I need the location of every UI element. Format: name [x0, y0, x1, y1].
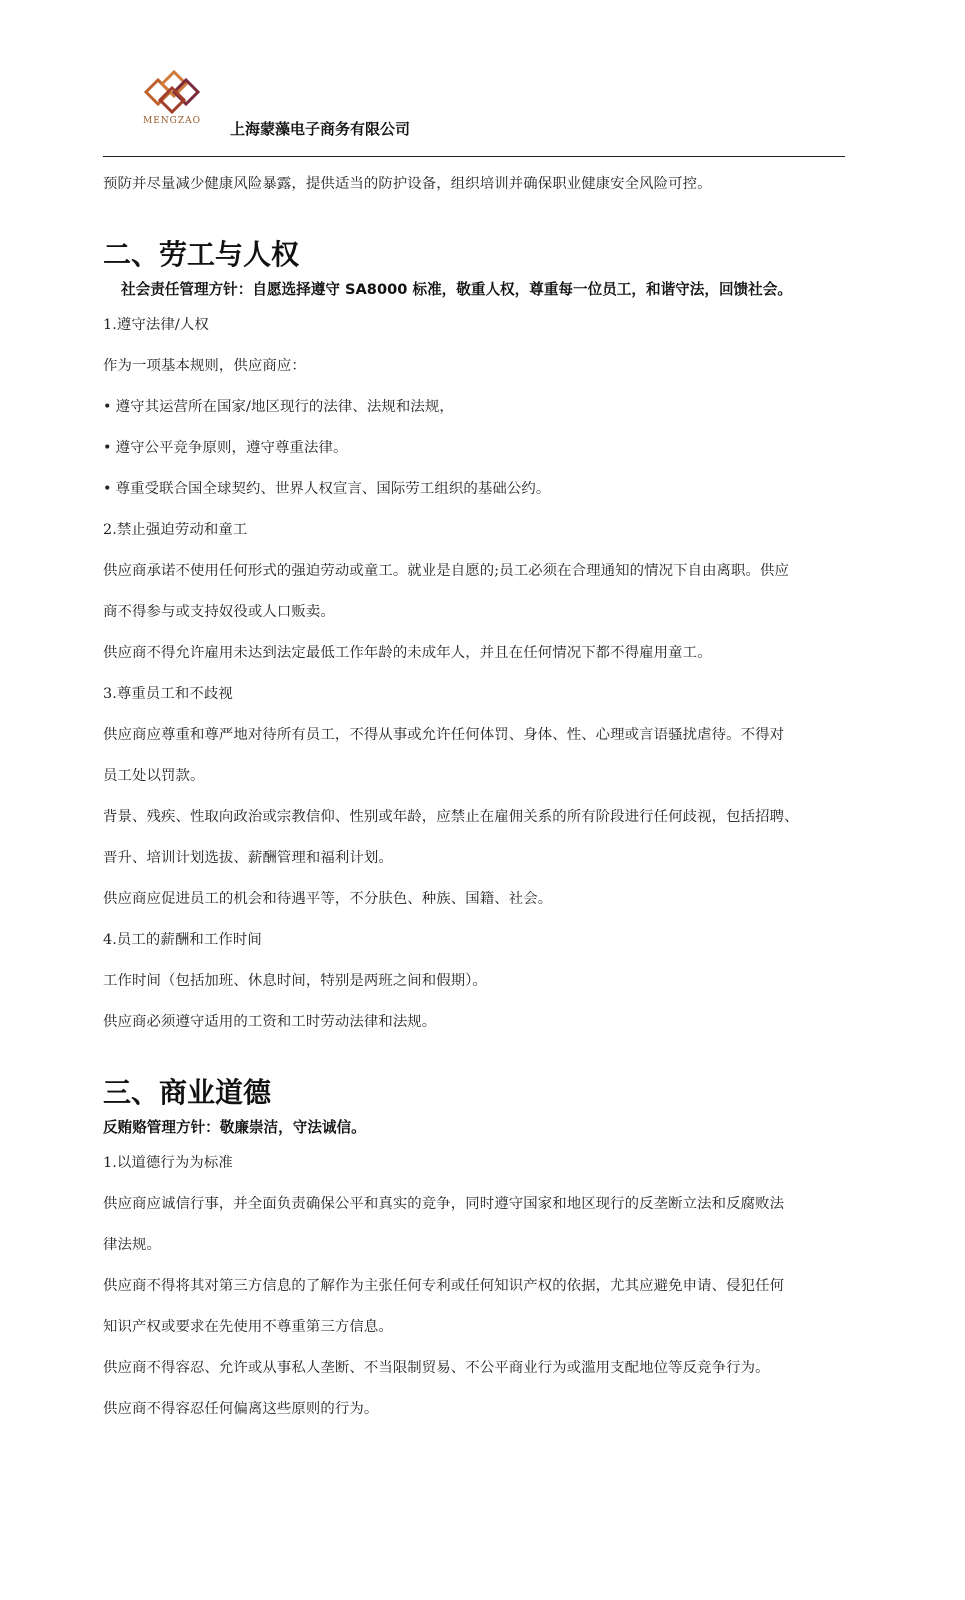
item-heading-4: 4.员工的薪酬和工作时间 — [103, 932, 262, 948]
paragraph: 作为一项基本规则，供应商应： — [103, 358, 306, 374]
paragraph-line: 供应商承诺不使用任何形式的强迫劳动或童工。就业是自愿的;员工必须在合理通知的情况下自由离职。供应 — [103, 563, 790, 579]
item-heading-1: 1.以道德行为为标准 — [103, 1155, 233, 1171]
section-heading-ethics: 三、商业道德 — [103, 1076, 272, 1109]
paragraph-line: 供应商应诚信行事，并全面负责确保公平和真实的竞争，同时遵守国家和地区现行的反垄断立法和反腐败法 — [103, 1196, 785, 1212]
paragraph-line: 供应商不得将其对第三方信息的了解作为主张任何专利或任何知识产权的依据，尤其应避免申请、侵犯任何 — [103, 1278, 785, 1294]
paragraph-line: 知识产权或要求在先使用不尊重第三方信息。 — [103, 1319, 393, 1335]
policy-statement-labor: 社会责任管理方针：自愿选择遵守 SA8000 标准，敬重人权，尊重每一位员工，和谐守法，回馈社会。 — [121, 281, 792, 298]
item-heading-1: 1.遵守法律/人权 — [103, 317, 209, 333]
page-header — [0, 0, 965, 170]
mengzao-logo-icon — [134, 62, 210, 122]
item-heading-2: 2.禁止强迫劳动和童工 — [103, 522, 248, 538]
paragraph-line: 背景、残疾、性取向政治或宗教信仰、性别或年龄，应禁止在雇佣关系的所有阶段进行任何歧视，包括招聘、 — [103, 809, 799, 825]
paragraph-line: 员工处以罚款。 — [103, 768, 205, 784]
item-heading-3: 3.尊重员工和不歧视 — [103, 686, 233, 702]
company-name: 上海蒙藻电子商务有限公司 — [230, 120, 411, 138]
paragraph: 供应商必须遵守适用的工资和工时劳动法律和法规。 — [103, 1014, 437, 1030]
header-divider — [103, 156, 845, 157]
paragraph-line: 律法规。 — [103, 1237, 161, 1253]
paragraph: 供应商应促进员工的机会和待遇平等，不分肤色、种族、国籍、社会。 — [103, 891, 553, 907]
section-heading-labor: 二、劳工与人权 — [103, 238, 300, 271]
paragraph-line: 晋升、培训计划选拔、薪酬管理和福利计划。 — [103, 850, 393, 866]
paragraph-line: 供应商应尊重和尊严地对待所有员工，不得从事或允许任何体罚、身体、性、心理或言语骚扰虐待。不得对 — [103, 727, 785, 743]
bullet-item: • 遵守公平竞争原则，遵守尊重法律。 — [103, 428, 845, 469]
bullet-item: • 尊重受联合国全球契约、世界人权宣言、国际劳工组织的基础公约。 — [103, 469, 845, 510]
paragraph: 供应商不得容忍、允许或从事私人垄断、不当限制贸易、不公平商业行为或滥用支配地位等反竞争行为。 — [103, 1360, 770, 1376]
policy-statement-ethics: 反贿赂管理方针：敬廉崇洁，守法诚信。 — [103, 1119, 366, 1136]
logo-text: MENGZAO — [143, 116, 201, 126]
document-body — [103, 164, 845, 1430]
paragraph: 供应商不得容忍任何偏离这些原则的行为。 — [103, 1401, 379, 1417]
paragraph: 供应商不得允许雇用未达到法定最低工作年龄的未成年人，并且在任何情况下都不得雇用童工。 — [103, 645, 712, 661]
paragraph: 工作时间（包括加班、休息时间，特别是两班之间和假期）。 — [103, 973, 488, 989]
intro-paragraph: 预防并尽量减少健康风险暴露，提供适当的防护设备，组织培训并确保职业健康安全风险可控。 — [103, 176, 712, 192]
bullet-item: • 遵守其运营所在国家/地区现行的法律、法规和法规， — [103, 387, 845, 428]
paragraph-line: 商不得参与或支持奴役或人口贩卖。 — [103, 604, 335, 620]
